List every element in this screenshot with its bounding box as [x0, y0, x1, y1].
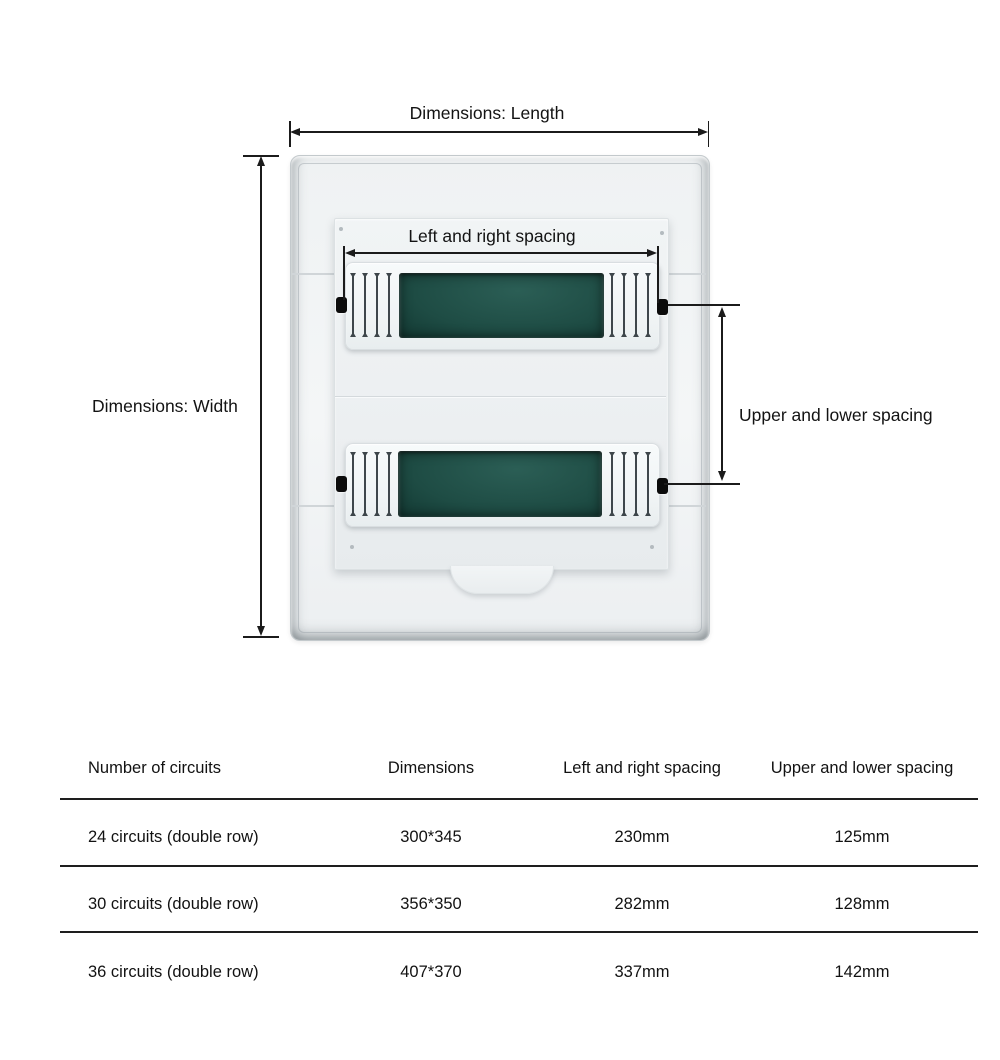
- vent-slot: [388, 453, 390, 515]
- door-seam-highlight: [335, 397, 666, 398]
- arrowhead-left-icon: [345, 249, 355, 257]
- vent-slot: [376, 453, 378, 515]
- arrowhead-down-icon: [718, 471, 726, 481]
- vent-slot: [611, 453, 613, 515]
- width-dimension-label: Dimensions: Width: [92, 396, 238, 416]
- cell-ud-spacing: 125mm: [834, 828, 890, 846]
- arrowhead-up-icon: [257, 156, 265, 166]
- vent-slot: [611, 274, 613, 336]
- latch: [657, 478, 668, 494]
- frame-seam: [292, 505, 334, 507]
- window-row-2-glass: [398, 451, 602, 517]
- dimension-line: [721, 312, 723, 476]
- header-dimensions: Dimensions: [387, 759, 475, 777]
- lr-spacing-label: Left and right spacing: [408, 226, 576, 246]
- vent-slot: [647, 274, 649, 336]
- arrowhead-left-icon: [290, 128, 300, 136]
- vent-slot: [623, 453, 625, 515]
- arrowhead-right-icon: [647, 249, 657, 257]
- frame-seam: [292, 273, 334, 275]
- window-row-2: [345, 443, 660, 527]
- table-rule: [60, 865, 978, 867]
- cell-ud-spacing: 128mm: [834, 895, 890, 913]
- vent-slot: [635, 453, 637, 515]
- cell-dimensions: 407*370: [400, 963, 462, 981]
- cell-dimensions: 300*345: [400, 828, 462, 846]
- latch: [336, 476, 347, 492]
- table-row: [0, 961, 1000, 983]
- cell-lr-spacing: 337mm: [614, 963, 670, 981]
- vent-slot: [376, 274, 378, 336]
- cell-ud-spacing: 142mm: [834, 963, 890, 981]
- table-rule: [60, 798, 978, 800]
- table-row: [0, 826, 1000, 848]
- dimension-tick: [243, 636, 279, 638]
- latch: [336, 297, 347, 313]
- latch: [657, 299, 668, 315]
- frame-seam: [667, 273, 706, 275]
- dimension-line: [260, 161, 262, 631]
- leader-line: [664, 483, 740, 485]
- vent-slot: [352, 453, 354, 515]
- arrowhead-right-icon: [698, 128, 708, 136]
- screw-dot: [660, 231, 664, 235]
- leader-line: [668, 304, 740, 306]
- ud-spacing-label: Upper and lower spacing: [739, 405, 933, 425]
- header-number-of-circuits: Number of circuits: [88, 759, 221, 777]
- vent-slot: [364, 453, 366, 515]
- screw-dot: [350, 545, 354, 549]
- vent-slot: [352, 274, 354, 336]
- table-row: [0, 893, 1000, 915]
- vent-slot: [647, 453, 649, 515]
- cell-circuits: 36 circuits (double row): [88, 963, 259, 981]
- vent-slot: [388, 274, 390, 336]
- dimension-line: [349, 252, 653, 254]
- vent-slot: [623, 274, 625, 336]
- header-ud-spacing: Upper and lower spacing: [770, 759, 954, 777]
- vent-slot: [635, 274, 637, 336]
- length-dimension-label: Dimensions: Length: [409, 103, 565, 123]
- cell-lr-spacing: 282mm: [614, 895, 670, 913]
- door-bottom-tab: [450, 566, 554, 594]
- vent-slot: [364, 274, 366, 336]
- table-rule: [60, 931, 978, 933]
- dimension-line: [294, 131, 704, 133]
- cell-lr-spacing: 230mm: [614, 828, 670, 846]
- cell-dimensions: 356*350: [400, 895, 462, 913]
- screw-dot: [650, 545, 654, 549]
- screw-dot: [339, 227, 343, 231]
- cell-circuits: 30 circuits (double row): [88, 895, 259, 913]
- dimension-tick: [657, 246, 659, 303]
- arrowhead-up-icon: [718, 307, 726, 317]
- frame-seam: [667, 505, 706, 507]
- cell-circuits: 24 circuits (double row): [88, 828, 259, 846]
- arrowhead-down-icon: [257, 626, 265, 636]
- window-row-1: [345, 262, 660, 350]
- table-header-row: [0, 757, 1000, 779]
- window-row-1-glass: [399, 273, 604, 338]
- header-lr-spacing: Left and right spacing: [563, 759, 721, 777]
